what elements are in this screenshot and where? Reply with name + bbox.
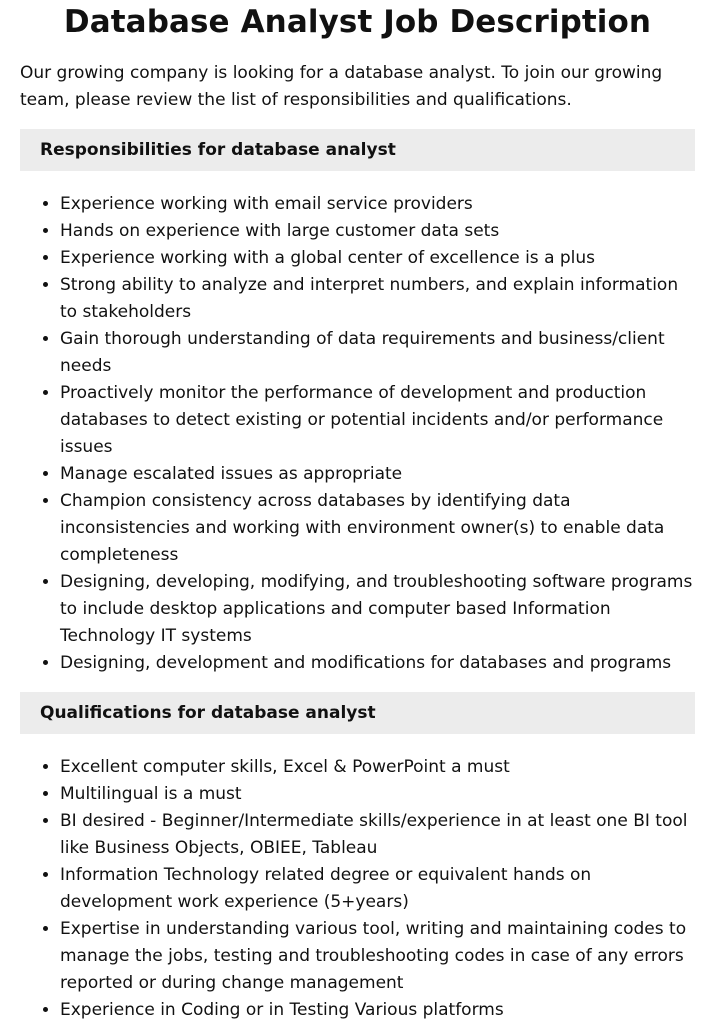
list-item: • Champion consistency across databases by identifying data inconsistencies and working with environment owner(s) to enable data completeness <box>60 488 695 569</box>
list-item: • Manage escalated issues as appropriate <box>60 461 695 488</box>
qualifications-heading: Qualifications for database analyst <box>20 692 695 734</box>
qualifications-list <box>20 754 695 1024</box>
responsibilities-list <box>20 191 695 677</box>
list-item: • Information Technology related degree or equivalent hands on development work experience (5+years) <box>60 862 695 916</box>
list-item: • Experience in Coding or in Testing Various platforms <box>60 997 695 1024</box>
list-item: • Expertise in understanding various tool, writing and maintaining codes to manage the jobs, testing and troubleshooting codes in case of any errors reported or during change management <box>60 916 695 997</box>
list-item: • Hands on experience with large customer data sets <box>60 218 695 245</box>
list-item: • Designing, developing, modifying, and troubleshooting software programs to include desktop applications and computer based Information Technology IT systems <box>60 569 695 650</box>
list-item: • BI desired - Beginner/Intermediate skills/experience in at least one BI tool like Business Objects, OBIEE, Tableau <box>60 808 695 862</box>
list-item: • Multilingual is a must <box>60 781 695 808</box>
page-title: Database Analyst Job Description <box>63 4 652 40</box>
list-item: • Strong ability to analyze and interpret numbers, and explain information to stakeholders <box>60 272 695 326</box>
intro-paragraph: Our growing company is looking for a database analyst. To join our growing team, please review the list of responsibilities and qualifications. <box>20 63 663 110</box>
list-item: • Gain thorough understanding of data requirements and business/client needs <box>60 326 695 380</box>
list-item: • Proactively monitor the performance of development and production databases to detect existing or potential incidents and/or performance issues <box>60 380 695 461</box>
list-item: • Designing, development and modifications for databases and programs <box>60 650 695 677</box>
list-item: • Excellent computer skills, Excel & PowerPoint a must <box>60 754 695 781</box>
list-item: • Experience working with a global center of excellence is a plus <box>60 245 695 272</box>
list-item: • Experience working with email service providers <box>60 191 695 218</box>
responsibilities-heading: Responsibilities for database analyst <box>20 129 695 171</box>
